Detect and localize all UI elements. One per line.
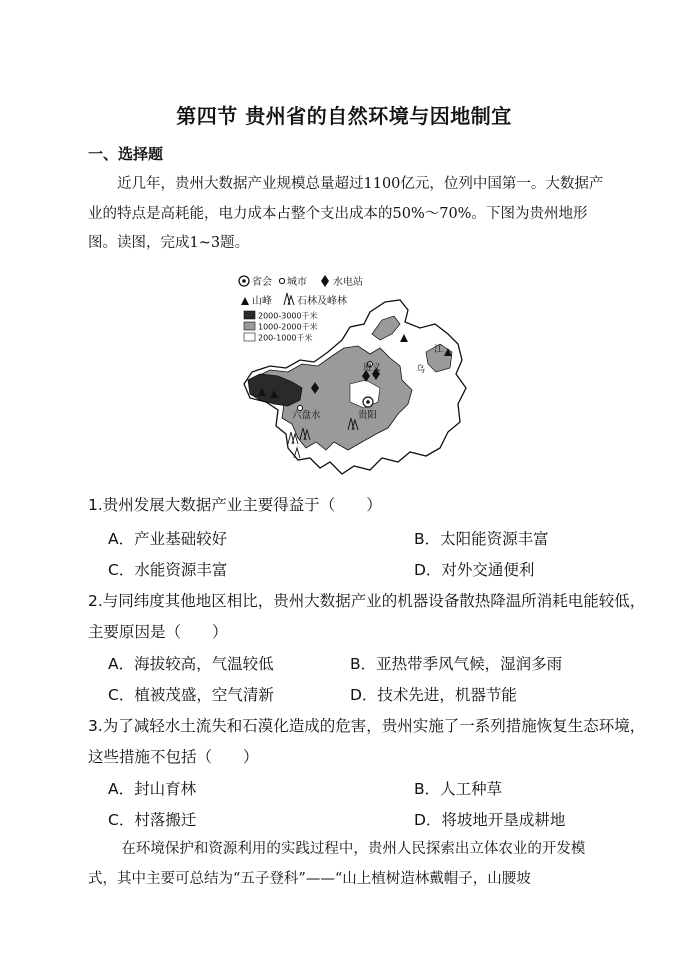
hydro-station-icon: [321, 275, 329, 287]
legend-city: 城市: [287, 277, 307, 288]
label-guiyang: 贵阳: [358, 410, 378, 421]
question-2-stem: 2.与同纬度其他地区相比，贵州大数据产业的机器设备散热降温所消耗电能较低，主要原因是（ ）: [88, 592, 646, 641]
q2-option-c[interactable]: C．植被茂盛，空气清新: [108, 686, 274, 704]
city-icon: [279, 278, 284, 283]
q1-option-b[interactable]: B．太阳能资源丰富: [414, 530, 549, 548]
question-3-stem: 3.为了减轻水土流失和石漠化造成的危害，贵州实施了一系列措施恢复生态环境，这些措施不包括（ ）: [88, 717, 646, 766]
reading-passage: [88, 834, 613, 894]
question-3: [88, 711, 648, 773]
legend-swatch-high: [244, 311, 255, 319]
q2-option-b[interactable]: B．亚热带季风气候，湿润多雨: [350, 655, 563, 673]
label-wu: 乌: [416, 365, 426, 375]
peak-icon: [241, 297, 249, 305]
label-zunyi: 遵义: [363, 363, 382, 373]
q3-option-b[interactable]: B．人工种草: [414, 780, 503, 798]
legend-stone-forest: 石林及峰林: [297, 296, 347, 307]
q3-option-a[interactable]: A．封山育林: [108, 780, 197, 798]
q1-option-d[interactable]: D．对外交通便利: [414, 561, 535, 579]
section-heading: 一、选择题: [88, 145, 164, 163]
legend-peak: 山峰: [252, 296, 272, 307]
passage-text: 在环境保护和资源利用的实践过程中，贵州人民探索出立体农业的开发模式，其中主要可总结为“五子登科”——“山上植树造林戴帽子，山腰坡: [88, 841, 586, 887]
q2-option-a[interactable]: A．海拔较高，气温较低: [108, 655, 274, 673]
legend-elev-low: 200-1000千米: [258, 333, 313, 343]
guizhou-terrain-map: [230, 272, 476, 486]
q2-option-d[interactable]: D．技术先进，机器节能: [350, 686, 517, 704]
guiyang-capital-dot: [366, 400, 370, 404]
question-1: [88, 490, 648, 521]
q3-option-c[interactable]: C．村落搬迁: [108, 811, 197, 829]
intro-text: 近几年，贵州大数据产业规模总量超过1100亿元，位列中国第一。大数据产业的特点是高耗能，电力成本占整个支出成本的50%～70%。下图为贵州地形图。读图，完成1~3题。: [88, 176, 604, 251]
capital-icon-dot: [242, 279, 246, 283]
legend-hydro: 水电站: [333, 277, 363, 288]
map-legend: [239, 275, 363, 343]
q3-option-d[interactable]: D．将坡地开垦成耕地: [414, 811, 566, 829]
legend-elev-high: 2000-3000千米: [258, 311, 318, 321]
question-2: [88, 586, 648, 648]
stone-forest-icon: [284, 293, 294, 305]
question-1-stem: 1.贵州发展大数据产业主要得益于（ ）: [88, 496, 382, 514]
label-liupanshui: 六盘水: [292, 410, 321, 421]
legend-swatch-mid: [244, 322, 255, 330]
legend-elev-mid: 1000-2000千米: [258, 322, 318, 332]
q1-option-a[interactable]: A．产业基础较好: [108, 530, 228, 548]
intro-paragraph: [88, 170, 608, 259]
legend-swatch-low: [244, 333, 255, 341]
label-jiang: 江: [434, 345, 444, 355]
legend-capital: 省会: [252, 277, 272, 288]
q1-option-c[interactable]: C．水能资源丰富: [108, 561, 228, 579]
page-title: 第四节 贵州省的自然环境与因地制宜: [176, 104, 512, 128]
